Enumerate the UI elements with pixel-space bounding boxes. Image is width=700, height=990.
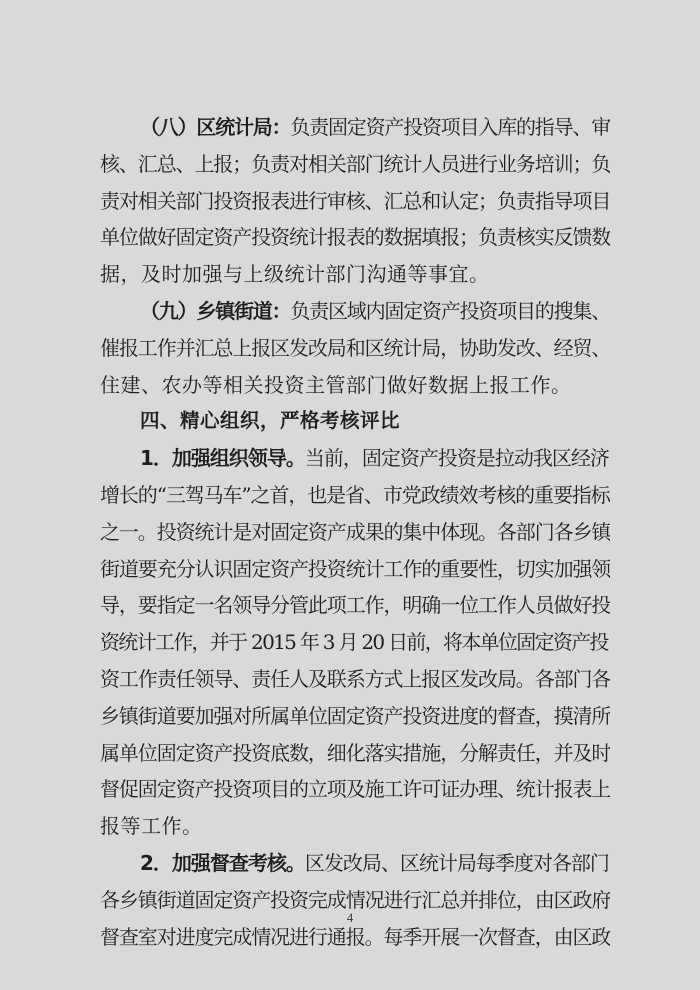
item-2-line-1: [140, 846, 610, 880]
line-text: 属单位固定资产投资底数，细化落实措施，分解责任，并及时: [100, 740, 610, 765]
line-text: 负责固定资产投资项目入库的指导、审: [290, 115, 610, 139]
line-text: 责对相关部门投资报表进行审核、汇总和认定；负责指导项目: [100, 188, 610, 213]
item-1-line-5: [100, 588, 610, 622]
line-text: 之一。投资统计是对固定资产成果的集中体现。各部门各乡镇: [100, 519, 610, 544]
paragraph-8-lead: （八）区统计局：: [140, 115, 291, 139]
paragraph-8-line-3: [100, 184, 610, 218]
paragraph-9-line-1: [140, 294, 610, 328]
section-heading-text: 四、精心组织，严格考核评比: [140, 409, 401, 433]
paragraph-8-line-2: [100, 147, 610, 181]
item-1-line-1: [140, 441, 610, 475]
line-text: 住建、农办等相关投资主管部门做好数据上报工作。: [100, 372, 572, 397]
line-text: 当前，固定资产投资是拉动我区经济: [304, 446, 609, 471]
item-2-line-3: [100, 920, 610, 954]
item-2-line-2: [100, 883, 610, 917]
paragraph-9-line-2: [100, 331, 610, 365]
item-1-line-7: [100, 662, 610, 696]
line-text: 导，要指定一名领导分管此项工作，明确一位工作人员做好投: [100, 593, 610, 618]
line-text: 核、汇总、上报；负责对相关部门统计人员进行业务培训；负: [100, 151, 610, 176]
line-text: 负责区域内固定资产投资项目的搜集、: [290, 299, 610, 323]
item-1-line-9: [100, 736, 610, 770]
line-text: 各乡镇街道固定资产投资完成情况进行汇总并排位，由区政府: [100, 887, 610, 912]
line-text: 乡镇街道要加强对所属单位固定资产投资进度的督查，摸清所: [100, 703, 610, 728]
line-text: 单位做好固定资产投资统计报表的数据填报；负责核实反馈数: [100, 225, 610, 250]
line-text: 增长的“三驾马车”之首，也是省、市党政绩效考核的重要指标: [100, 483, 610, 507]
line-text: 资工作责任领导、责任人及联系方式上报区发改局。各部门各: [100, 667, 610, 691]
line-text: 督促固定资产投资项目的立项及施工许可证办理、统计报表上: [100, 777, 610, 802]
line-text: 资统计工作，并于 2015 年 3 月 20 日前，将本单位固定资产投: [100, 630, 608, 655]
item-1-line-3: [100, 515, 610, 549]
page-number: 4: [346, 910, 354, 925]
paragraph-9-line-3: [100, 368, 610, 402]
paragraph-8-line-4: [100, 220, 610, 254]
item-1-line-6: [100, 625, 610, 659]
line-text: 据，及时加强与上级统计部门沟通等事宜。: [100, 262, 490, 287]
item-1-line-2: [100, 478, 610, 512]
line-text: 报等工作。: [100, 814, 203, 839]
line-text: 街道要充分认识固定资产投资统计工作的重要性，切实加强领: [100, 556, 610, 581]
paragraph-8-line-5: [100, 257, 610, 291]
line-text: 区发改局、区统计局每季度对各部门: [304, 851, 609, 875]
item-1-line-4: [100, 552, 610, 586]
line-text: 催报工作并汇总上报区发改局和区统计局，协助发改、经贸、: [100, 335, 610, 360]
item-1-line-11: [100, 809, 610, 843]
item-1-lead: 1．加强组织领导。: [140, 446, 305, 471]
paragraph-8-line-1: [140, 110, 610, 144]
section-heading: [140, 404, 610, 438]
item-1-line-10: [100, 772, 610, 806]
item-1-line-8: [100, 699, 610, 733]
item-2-lead: 2．加强督查考核。: [140, 851, 305, 875]
paragraph-9-lead: （九）乡镇街道：: [140, 299, 291, 323]
line-text: 督查室对进度完成情况进行通报。每季开展一次督查，由区政: [100, 924, 610, 949]
